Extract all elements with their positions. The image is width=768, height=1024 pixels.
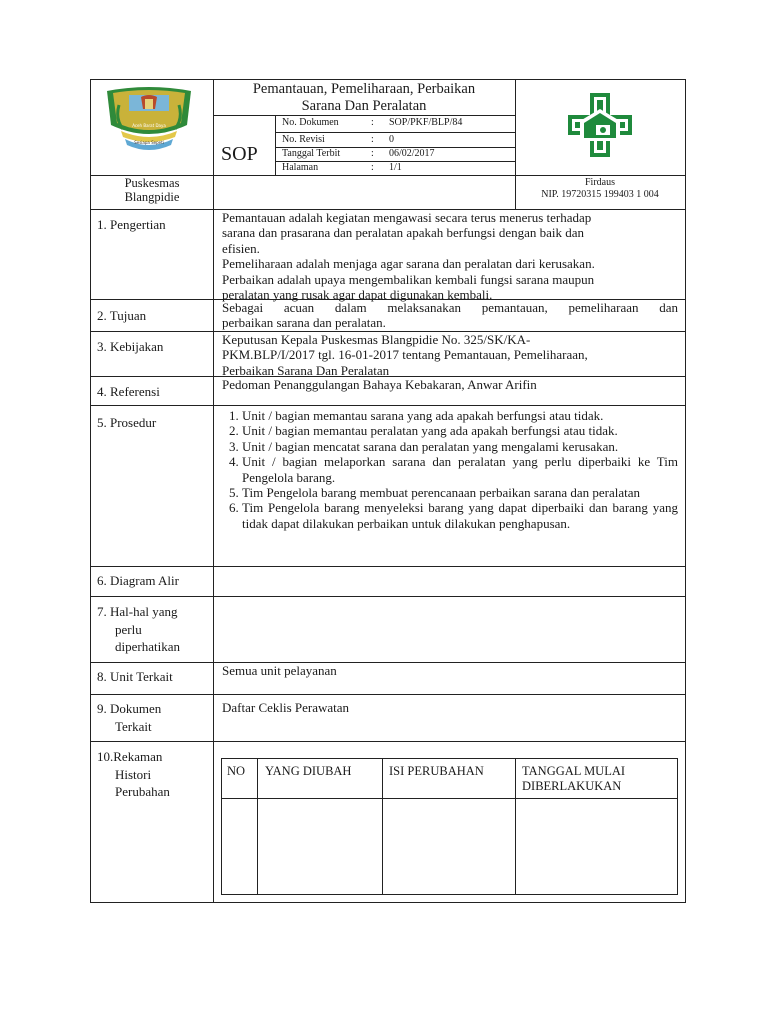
content-referensi: Pedoman Penanggulangan Bahaya Kebakaran, Anwar Arifin <box>222 377 537 392</box>
history-header-no: NO <box>227 764 246 778</box>
kebijakan-line: Keputusan Kepala Puskesmas Blangpidie No. 325/SK/KA- <box>222 332 531 347</box>
hal-line-1: 7. Hal-hal yang <box>97 604 178 619</box>
signer-nip: NIP. 19720315 199403 1 004 <box>541 189 659 200</box>
kebijakan-line: PKM.BLP/I/2017 tgl. 16-01-2017 tentang Pemantauan, Pemeliharaan, <box>222 347 588 363</box>
label-diagram-alir: 6. Diagram Alir <box>97 573 179 588</box>
pengertian-line: Perbaikan adalah upaya mengembalikan kembali fungsi sarana maupun <box>222 271 595 287</box>
pengertian-line: Pemantauan adalah kegiatan mengawasi secara terus menerus terhadap <box>222 210 592 225</box>
prosedur-step: 4. Unit / bagian melaporkan sarana dan peralatan yang perlu diperbaiki ke Tim Pengelola barang. <box>242 454 678 485</box>
meta-doc-value: SOP/PKF/BLP/84 <box>389 117 463 128</box>
meta-page-label: Halaman <box>282 162 319 173</box>
signer-block <box>516 177 684 201</box>
label-prosedur: 5. Prosedur <box>97 415 157 430</box>
pengertian-line: peralatan yang rusak agar dapat digunakan kembali. <box>222 287 493 303</box>
label-referensi: 4. Referensi <box>97 384 160 399</box>
prosedur-step: 3. Unit / bagian mencatat sarana dan peralatan yang mengalami kerusakan. <box>242 439 678 454</box>
logo-tagline: Sesiapa Sepeti <box>134 140 164 145</box>
label-tujuan: 2. Tujuan <box>97 308 147 323</box>
tujuan-line: Sebagai acuan dalam melaksanakan pemantauan, pemeliharaan dan <box>222 300 678 315</box>
pengertian-line: Pemeliharaan adalah menjaga agar sarana dan peralatan dari kerusakan. <box>222 256 595 272</box>
content-tujuan <box>222 300 678 331</box>
label-unit-terkait: 8. Unit Terkait <box>97 669 173 684</box>
rekaman-line-3: Perubahan <box>115 784 170 799</box>
label-pengertian: 1. Pengertian <box>97 217 166 232</box>
dokumen-line-2: Terkait <box>115 718 152 734</box>
meta-rev-label: No. Revisi <box>282 134 325 145</box>
label-dokumen-terkait <box>97 700 161 735</box>
rekaman-line-2: Histori <box>115 766 152 782</box>
pengertian-line: sarana dan prasarana dan peralatan apakah berfungsi dengan baik dan <box>222 225 585 241</box>
hal-line-3: diperhatikan <box>115 639 180 654</box>
kebijakan-line: Perbaikan Sarana Dan Peralatan <box>222 362 390 378</box>
meta-page-sep: : <box>371 162 374 173</box>
hal-line-2: perlu <box>115 621 142 637</box>
meta-date-value: 06/02/2017 <box>389 148 435 159</box>
meta-page-value: 1/1 <box>389 162 402 173</box>
meta-rev-value: 0 <box>389 134 394 145</box>
prosedur-step: 1. Unit / bagian memantau sarana yang ada apakah berfungsi atau tidak. <box>242 408 678 423</box>
prosedur-step: 2. Unit / bagian memantau peralatan yang ada apakah berfungsi atau tidak. <box>242 423 678 438</box>
title-line-2: Sarana Dan Peralatan <box>301 98 427 114</box>
history-header-date: TANGGAL MULAI DIBERLAKUKAN <box>522 764 626 793</box>
meta-rev-sep: : <box>371 134 374 145</box>
meta-doc-sep: : <box>371 117 374 128</box>
logo-caption: Aceh Barat Daya <box>132 123 166 128</box>
org-line-1: Puskesmas <box>124 176 180 190</box>
org-line-2: Blangpidie <box>124 190 180 204</box>
document-title <box>214 81 514 115</box>
tujuan-line: perbaikan sarana dan peralatan. <box>222 315 386 331</box>
content-pengertian <box>222 210 678 302</box>
sop-label: SOP <box>221 143 258 165</box>
health-cross-icon <box>566 91 634 159</box>
org-name <box>91 176 213 204</box>
regency-logo <box>101 85 197 155</box>
label-rekaman <box>97 748 170 801</box>
prosedur-step: 5. Tim Pengelola barang membuat perencanaan perbaikan sarana dan peralatan <box>242 485 678 500</box>
content-kebijakan <box>222 332 678 378</box>
label-hal-hal <box>97 603 180 656</box>
meta-date-sep: : <box>371 148 374 159</box>
dokumen-line-1: 9. Dokumen <box>97 701 162 716</box>
rekaman-line-1: 10.Rekaman <box>97 749 163 764</box>
pengertian-line: efisien. <box>222 240 260 256</box>
title-line-1: Pemantauan, Pemeliharaan, Perbaikan <box>252 81 476 97</box>
label-kebijakan: 3. Kebijakan <box>97 339 164 354</box>
content-unit-terkait: Semua unit pelayanan <box>222 663 337 678</box>
meta-date-label: Tanggal Terbit <box>282 148 341 159</box>
prosedur-step: 6. Tim Pengelola barang menyeleksi barang yang dapat diperbaiki dan barang yang tidak dapat dilakukan perbaikan untuk dilakukan penghapusan. <box>242 500 678 531</box>
history-header-changed: YANG DIUBAH <box>265 764 352 778</box>
content-dokumen-terkait: Daftar Ceklis Perawatan <box>222 700 350 715</box>
history-header-content: ISI PERUBAHAN <box>389 764 484 778</box>
puskesmas-logo <box>566 91 634 159</box>
content-prosedur <box>222 408 678 531</box>
signer-name: Firdaus <box>585 177 615 188</box>
meta-doc-label: No. Dokumen <box>282 117 339 128</box>
